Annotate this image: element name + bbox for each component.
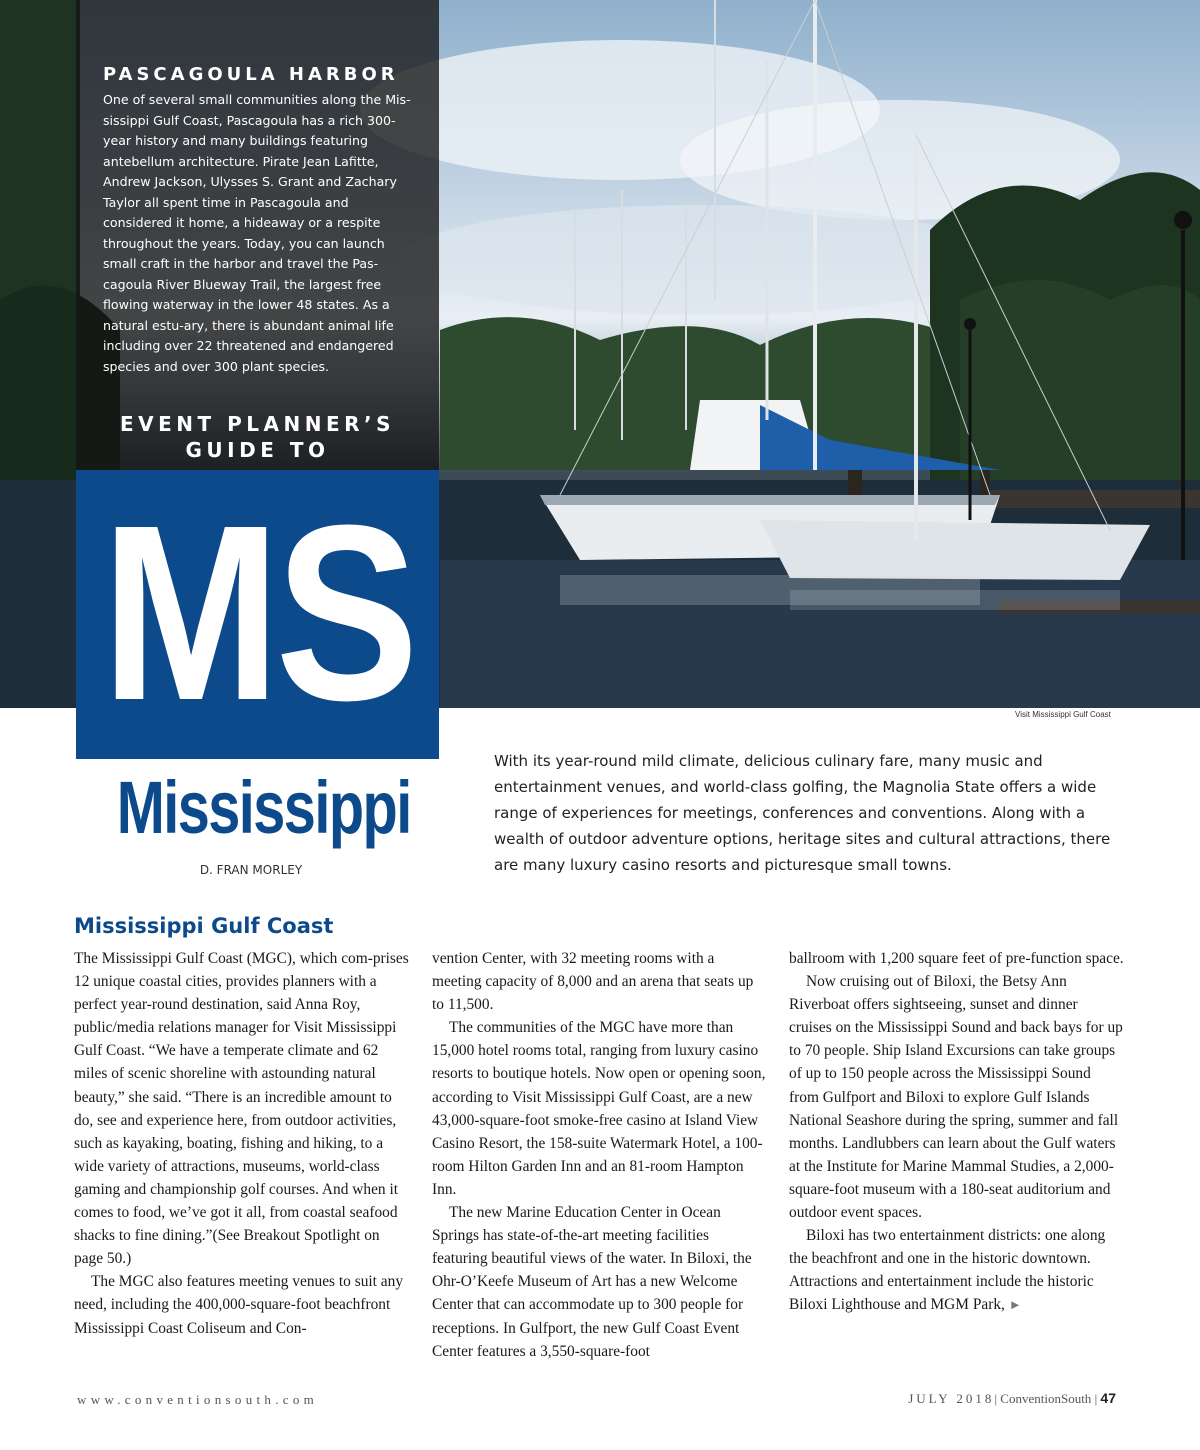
guide-title-line2: GUIDE TO	[185, 438, 330, 462]
footer-separator: |	[1094, 1391, 1098, 1406]
sidebar-text: One of several small communities along the Mis-sissippi Gulf Coast, Pascagoula has a rich 300-year history and many buildings featuring antebellum architecture. Pirate Jean Lafitte, Andrew Jackson, Ulysses S. Grant and Zachary Taylor all spent time in Pascagoula and considered it home, a hideaway or a respite throughout the years. Today, you can launch small craft in the harbor and travel the Pas-cagoula River Blueway Trail, the largest free flowing waterway in the lower 48 states. As a natural estu-ary, there is abundant animal life including over 22 threatened and endangered species and over 300 plant species.	[103, 92, 411, 374]
footer-publication: ConventionSouth	[1000, 1391, 1092, 1406]
footer-separator: |	[994, 1391, 998, 1406]
intro-paragraph: With its year-round mild climate, delicious culinary fare, many music and entertainment venues, and world-class golfing, the Magnolia State offers a wide range of experiences for meetings, conferences and conventions. Along with a wealth of outdoor adventure options, heritage sites and cultural attractions, there are many luxury casino resorts and picturesque small towns.	[494, 752, 1111, 874]
state-name: Mississippi	[116, 766, 411, 849]
article-column-3	[789, 947, 1124, 1317]
paragraph	[789, 1224, 1124, 1316]
page-number: 47	[1100, 1390, 1116, 1406]
footer-info	[908, 1390, 1116, 1407]
paragraph: vention Center, with 32 meeting rooms with a meeting capacity of 8,000 and an arena that seats up to 11,500.	[432, 950, 754, 1014]
paragraph: Now cruising out of Biloxi, the Betsy Ann Riverboat offers sightseeing, sunset and dinner cruises on the Mississippi Sound and back bays for up to 70 people. Ship Island Excursions can take groups of up to 150 people across the Mississippi Sound from Gulfport and Biloxi to explore Gulf Islands National Seashore during the spring, summer and fall months. Landlubbers can learn about the Gulf waters at the Institute for Marine Mammal Studies, a 2,000-square-foot museum with a 180-seat auditorium and outdoor event spaces.	[789, 973, 1123, 1222]
continue-arrow-icon: ►	[1008, 1297, 1022, 1313]
paragraph: The Mississippi Gulf Coast (MGC), which com-prises 12 unique coastal cities, provides planners with a perfect year-round destination, said Anna Roy, public/media relations manager for Visit Mississippi Gulf Coast. “We have a temperate climate and 62 miles of scenic shoreline with astounding natural beauty,” she said. “There is an incredible amount to do, see and experience here, from outdoor activities, such as kayaking, boating, fishing and hiking, to a wide variety of attractions, museums, world-class gaming and championship golf courses. And when it comes to food, we’ve got it all, from coastal seafood shacks to fine dining.”(See Breakout Spotlight on page 50.)	[74, 950, 409, 1268]
guide-title-line1: EVENT PLANNER’S	[119, 412, 396, 436]
ms-abbreviation: MS	[101, 473, 414, 752]
sidebar-title: PASCAGOULA HARBOR	[103, 64, 399, 85]
footer-url: www.conventionsouth.com	[77, 1392, 319, 1407]
photo-credit: Visit Mississippi Gulf Coast	[1015, 710, 1111, 719]
paragraph: The communities of the MGC have more than 15,000 hotel rooms total, ranging from luxury casino resorts to boutique hotels. Now open or opening soon, according to Visit Mississippi Gulf Coast, are a new 43,000-square-foot smoke-free casino at Island View Casino Resort, the 158-suite Watermark Hotel, a 100-room Hilton Garden Inn and an 81-room Hampton Inn.	[432, 1019, 766, 1198]
footer-date: JULY 2018	[908, 1391, 995, 1406]
paragraph: The MGC also features meeting venues to suit any need, including the 400,000-square-foot beachfront Mississippi Coast Coliseum and Con-	[74, 1273, 404, 1337]
article-column-2	[432, 947, 767, 1363]
byline: D. FRAN MORLEY	[199, 863, 303, 877]
paragraph: The new Marine Education Center in Ocean Springs has state-of-the-art meeting facilities featuring beautiful views of the water. In Biloxi, the Ohr-O’Keefe Museum of Art has a new Welcome Center that can accommodate up to 300 people for receptions. In Gulfport, the new Gulf Coast Event Center features a 3,550-square-foot	[432, 1204, 752, 1360]
paragraph-text: Biloxi has two entertainment districts: one along the beachfront and one in the historic downtown. Attractions and entertainment include the historic Biloxi Lighthouse and MGM Park,	[789, 1227, 1106, 1314]
section-heading: Mississippi Gulf Coast	[74, 914, 334, 938]
article-column-1	[74, 947, 409, 1340]
paragraph: ballroom with 1,200 square feet of pre-function space.	[789, 950, 1124, 967]
